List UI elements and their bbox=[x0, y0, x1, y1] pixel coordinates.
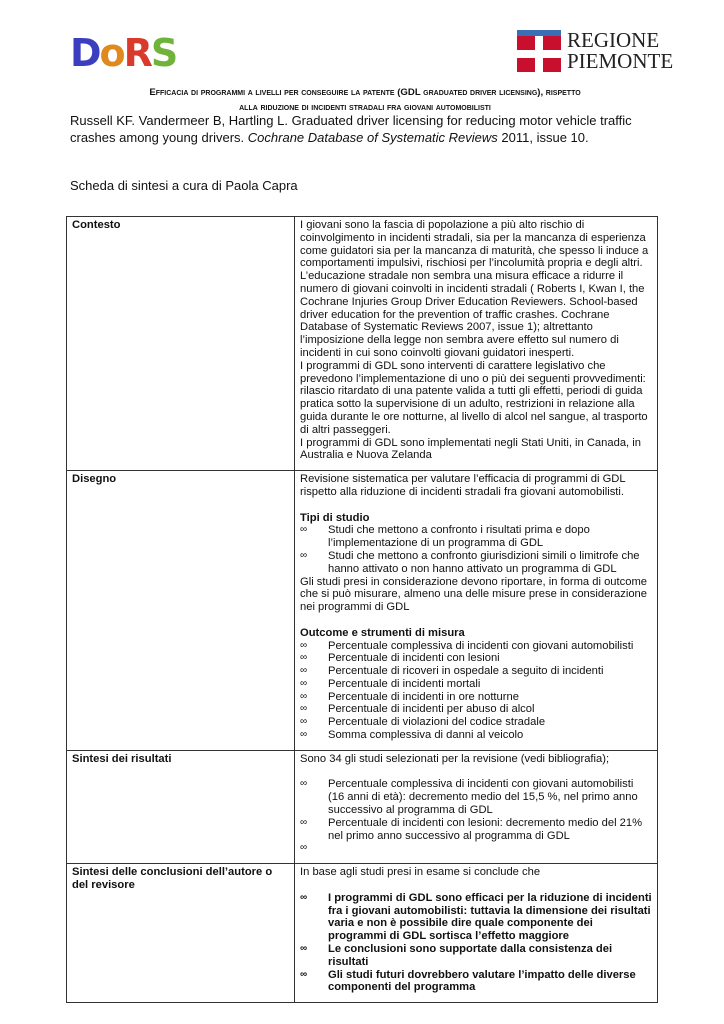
list-item: ∞ Percentuale di incidenti per abuso di alcol bbox=[300, 703, 535, 716]
row-conclusioni bbox=[67, 864, 658, 1003]
contesto-p3: I programmi di GDL sono implementati negli Stati Uniti, in Canada, in Australia e Nuova Zelanda bbox=[300, 436, 641, 462]
list-item: ∞ Percentuale complessiva di incidenti con giovani automobilisti (16 anni di età): decremento medio del 15,5 %, nel primo anno successivo al programma di GDL bbox=[300, 778, 638, 817]
infinity-bullet-icon: ∞ bbox=[300, 816, 308, 828]
piemonte-flag-icon bbox=[517, 30, 561, 72]
dors-logo: DoRS bbox=[70, 31, 177, 75]
infinity-bullet-icon: ∞ bbox=[300, 891, 308, 903]
scheda-author: Scheda di sintesi a cura di Paola Capra bbox=[70, 178, 298, 193]
infinity-bullet-icon: ∞ bbox=[300, 549, 308, 561]
list-item: ∞ Percentuale complessiva di incidenti con giovani automobilisti bbox=[300, 639, 634, 652]
row-risultati bbox=[67, 750, 658, 863]
contesto-p1: I giovani sono la fascia di popolazione a più alto rischio di coinvolgimento in incidenti stradali, sia per la mancanza di esperienza come guidatori sia per la mancanza di maturità, che spesso li induce a comportamenti impulsivi, rischiosi per l’incolumità propria e degli altri. L’educazione stradale non sembra una misura efficace a ridurre il numero di giovani coinvolti in incidenti stradali ( Roberts I, Kwan I, the Cochrane Injuries Group Driver Education Reviewers. School-based driver education for the prevention of traffic crashes. Cochrane Database of Systematic Reviews 2007, issue 1); altrettanto l’imposizione della legge non sembra avere effetto sul numero di incidenti in cui sono coinvolti giovani guidatori inesperti. bbox=[300, 219, 649, 359]
region-logo-line1: REGIONE bbox=[567, 28, 660, 52]
citation-journal: Cochrane Database of Systematic Reviews bbox=[247, 129, 498, 145]
list-item: ∞ Le conclusioni sono supportate dalla consistenza dei risultati bbox=[300, 943, 613, 968]
row-disegno bbox=[67, 471, 658, 751]
risultati-intro: Sono 34 gli studi selezionati per la revisione (vedi bibliografia); bbox=[300, 752, 610, 765]
row-label: Disegno bbox=[67, 471, 295, 751]
citation bbox=[70, 113, 670, 146]
row-content bbox=[295, 217, 658, 471]
list-item: ∞ Percentuale di incidenti con lesioni: decremento medio del 21% nel primo anno successivo al programma di GDL bbox=[300, 816, 643, 842]
list-item: ∞ Somma complessiva di danni al veicolo bbox=[300, 729, 524, 742]
tipi-heading: Tipi di studio bbox=[300, 511, 370, 524]
infinity-bullet-icon: ∞ bbox=[300, 842, 308, 854]
row-label: Sintesi delle conclusioni dell’autore o del revisore bbox=[67, 864, 295, 1003]
row-content bbox=[295, 750, 658, 863]
title-line2: alla riduzione di incidenti stradali fra giovani automobilisti bbox=[239, 102, 491, 113]
row-label: Sintesi dei risultati bbox=[67, 750, 295, 863]
citation-authors: Russell KF. Vandermeer B, Hartling L. Graduated driver licensing for reducing motor vehicle traffic crashes among young drivers. bbox=[70, 113, 632, 145]
infinity-bullet-icon: ∞ bbox=[300, 943, 308, 955]
row-contesto bbox=[67, 217, 658, 471]
infinity-bullet-icon: ∞ bbox=[300, 968, 308, 980]
infinity-bullet-icon: ∞ bbox=[300, 639, 308, 651]
list-item: ∞ Percentuale di violazioni del codice stradale bbox=[300, 716, 546, 729]
disegno-note: Gli studi presi in considerazione devono riportare, in forma di outcome che si può misurare, almeno una delle misure prese in considerazione nei programmi di GDL bbox=[300, 575, 647, 614]
disegno-intro: Revisione sistematica per valutare l’efficacia di programmi di GDL rispetto alla riduzione di incidenti stradali fra giovani automobilisti. bbox=[300, 473, 626, 498]
list-item bbox=[300, 842, 652, 855]
list-item: ∞ Percentuale di incidenti mortali bbox=[300, 677, 481, 690]
row-label: Contesto bbox=[67, 217, 295, 471]
list-item: ∞ I programmi di GDL sono efficaci per la riduzione di incidenti fra i giovani automobilisti: tuttavia la dimensione dei risultati varia e non è possibile dire quale componente dei programmi di GDL sortisca l’effetto maggiore bbox=[300, 891, 652, 943]
list-item: ∞ Studi che mettono a confronto i risultati prima e dopo l’implementazione di un programma di GDL bbox=[300, 524, 590, 550]
infinity-bullet-icon: ∞ bbox=[300, 652, 308, 664]
contesto-p2: I programmi di GDL sono interventi di carattere legislativo che prevedono l’implementazione di uno o più dei seguenti provvedimenti: rilascio ritardato di una patente valida a tutti gli effetti, periodi di guida pratica sotto la supervisione di un adulto, restrizioni in relazione alla guida durante le ore notturne, al livello di alcol nel sangue, al trasporto di altri passeggeri. bbox=[300, 359, 648, 436]
row-content bbox=[295, 471, 658, 751]
list-item: ∞ Percentuale di incidenti con lesioni bbox=[300, 652, 500, 665]
region-logo-line2: PIEMONTE bbox=[567, 49, 674, 73]
outcome-heading: Outcome e strumenti di misura bbox=[300, 626, 465, 639]
infinity-bullet-icon: ∞ bbox=[300, 677, 308, 689]
infinity-bullet-icon: ∞ bbox=[300, 703, 308, 715]
list-item: ∞ Studi che mettono a confronto giurisdizioni simili o limitrofe che hanno attivato o non hanno attivato un programma di GDL bbox=[300, 549, 640, 575]
document-title bbox=[70, 85, 660, 115]
row-content bbox=[295, 864, 658, 1003]
infinity-bullet-icon: ∞ bbox=[300, 524, 308, 536]
title-line1: Efficacia di programmi a livelli per conseguire la patente (GDL graduated driver licensing), rispetto bbox=[149, 87, 581, 98]
list-item: ∞ Percentuale di incidenti in ore notturne bbox=[300, 690, 519, 703]
list-item: ∞ Gli studi futuri dovrebbero valutare l’impatto delle diverse componenti del programma bbox=[300, 968, 636, 994]
summary-table bbox=[66, 216, 658, 1003]
regione-piemonte-logo bbox=[517, 28, 674, 76]
infinity-bullet-icon: ∞ bbox=[300, 665, 308, 677]
conclusioni-intro: In base agli studi presi in esame si conclude che bbox=[300, 866, 541, 879]
infinity-bullet-icon: ∞ bbox=[300, 778, 308, 790]
infinity-bullet-icon: ∞ bbox=[300, 729, 308, 741]
infinity-bullet-icon: ∞ bbox=[300, 716, 308, 728]
list-item: ∞ Percentuale di ricoveri in ospedale a seguito di incidenti bbox=[300, 665, 604, 678]
infinity-bullet-icon: ∞ bbox=[300, 690, 308, 702]
citation-issue: 2011, issue 10. bbox=[501, 129, 589, 145]
